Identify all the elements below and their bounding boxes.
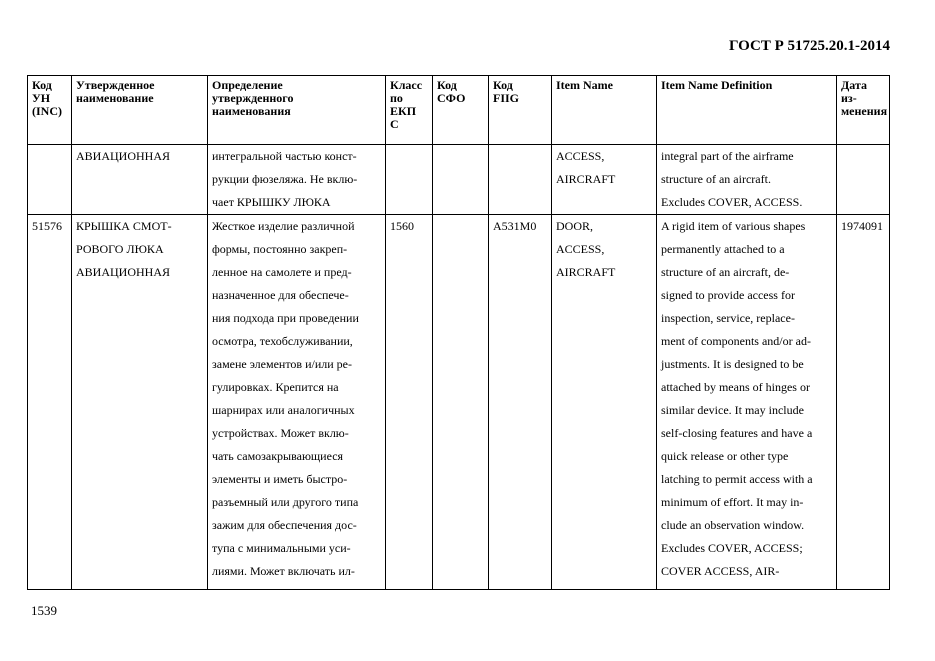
cell-line: inspection, service, replace- — [661, 311, 795, 325]
cell-line: рукции фюзеляжа. Не вклю- — [212, 172, 358, 186]
cell-line: clude an observation window. — [661, 518, 805, 532]
cell-class — [386, 215, 433, 590]
cell-approved-name — [72, 145, 208, 215]
cell-line: minimum of effort. It may in- — [661, 495, 804, 509]
table-row — [28, 145, 890, 215]
cell-line: РОВОГО ЛЮКА — [76, 242, 164, 256]
cell-line: A rigid item of various shapes — [661, 219, 806, 233]
col-header-definition: Определение утвержденного наименования — [208, 76, 386, 145]
cell-line: Excludes COVER, ACCESS. — [661, 195, 803, 209]
cell-line: шарнирах или аналогичных — [212, 403, 355, 417]
cell-line: интегральной частью конст- — [212, 149, 357, 163]
cell-line: similar device. It may include — [661, 403, 804, 417]
cell-line: Жесткое изделие различной — [212, 219, 355, 233]
cell-line: АВИАЦИОННАЯ — [76, 149, 171, 163]
cell-line: АВИАЦИОННАЯ — [76, 265, 171, 279]
cell-inc — [28, 145, 72, 215]
cell-line: устройствах. Может вклю- — [212, 426, 349, 440]
cell-line: A531M0 — [493, 219, 537, 233]
cell-change-date — [837, 215, 890, 590]
cell-line: назначенное для обеспече- — [212, 288, 349, 302]
cell-line: integral part of the airframe — [661, 149, 794, 163]
col-header-class: Класс по ЕКП С — [386, 76, 433, 145]
col-header-approved-name: Утвержденное наименование — [72, 76, 208, 145]
cell-line: зажим для обеспечения дос- — [212, 518, 357, 532]
cell-line: latching to permit access with a — [661, 472, 813, 486]
cell-approved-name — [72, 215, 208, 590]
cell-item-name — [552, 215, 657, 590]
standard-code: ГОСТ Р 51725.20.1-2014 — [728, 38, 890, 54]
cell-class — [386, 145, 433, 215]
col-header-fiig-code: Код FIIG — [489, 76, 552, 145]
col-header-item-name-definition: Item Name Definition — [657, 76, 837, 145]
cell-line: гулировках. Крепится на — [212, 380, 339, 394]
cell-definition — [208, 215, 386, 590]
cell-line: structure of an aircraft. — [661, 172, 771, 186]
table-row — [28, 215, 890, 590]
cell-line: justments. It is designed to be — [661, 357, 804, 371]
cell-line: замене элементов и/или ре- — [212, 357, 352, 371]
page-number: 1539 — [31, 603, 57, 618]
cell-line: structure of an aircraft, de- — [661, 265, 790, 279]
cell-line: permanently attached to a — [661, 242, 785, 256]
col-header-sfo-code: Код СФО — [433, 76, 489, 145]
cell-line: signed to provide access for — [661, 288, 795, 302]
cell-line: чать самозакрывающиеся — [212, 449, 344, 463]
cell-fiig-code — [489, 215, 552, 590]
cell-line: осмотра, техобслуживании, — [212, 334, 353, 348]
cell-line: ment of components and/or ad- — [661, 334, 811, 348]
col-header-change-date: Дата из- менения — [837, 76, 890, 145]
cell-sfo-code — [433, 215, 489, 590]
cell-item-name-definition — [657, 145, 837, 215]
cell-line: attached by means of hinges or — [661, 380, 810, 394]
cell-line: чает КРЫШКУ ЛЮКА — [212, 195, 331, 209]
col-header-item-name: Item Name — [552, 76, 657, 145]
cell-line: ACCESS, — [556, 149, 605, 163]
cell-line: COVER ACCESS, AIR- — [661, 564, 780, 578]
cell-line: ния подхода при проведении — [212, 311, 359, 325]
col-header-inc: Код УН (INC) — [28, 76, 72, 145]
table-header-row — [28, 76, 890, 145]
cell-sfo-code — [433, 145, 489, 215]
cell-line: КРЫШКА СМОТ- — [76, 219, 172, 233]
cell-line: лиями. Может включать ил- — [212, 564, 355, 578]
cell-line: ленное на самолете и пред- — [212, 265, 352, 279]
cell-line: AIRCRAFT — [556, 265, 616, 279]
cell-line: ACCESS, — [556, 242, 605, 256]
cell-line: quick release or other type — [661, 449, 789, 463]
cell-definition — [208, 145, 386, 215]
cell-inc — [28, 215, 72, 590]
catalog-table — [27, 75, 890, 590]
cell-line: 1974091 — [841, 219, 883, 233]
cell-fiig-code — [489, 145, 552, 215]
cell-line: DOOR, — [556, 219, 594, 233]
cell-line: элементы и иметь быстро- — [212, 472, 348, 486]
cell-line: 1560 — [390, 219, 414, 233]
cell-change-date — [837, 145, 890, 215]
cell-line: разъемный или другого типа — [212, 495, 359, 509]
cell-line: формы, постоянно закреп- — [212, 242, 348, 256]
cell-line: тупа с минимальными уси- — [212, 541, 351, 555]
cell-line: Excludes COVER, ACCESS; — [661, 541, 803, 555]
cell-item-name — [552, 145, 657, 215]
cell-line: 51576 — [32, 219, 62, 233]
cell-line: self-closing features and have a — [661, 426, 813, 440]
cell-item-name-definition — [657, 215, 837, 590]
cell-line: AIRCRAFT — [556, 172, 616, 186]
